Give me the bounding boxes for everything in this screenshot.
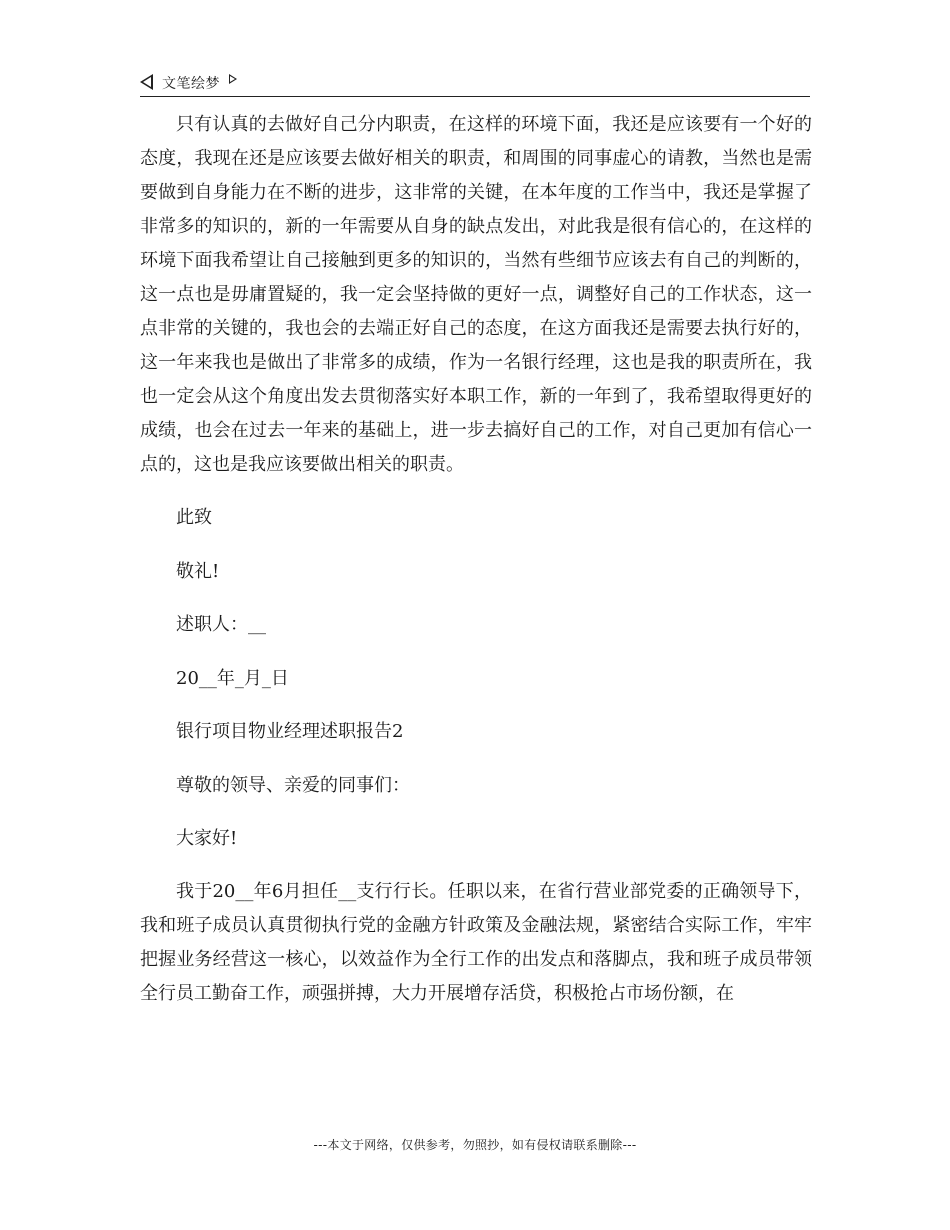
body-paragraph-1: 只有认真的去做好自己分内职责，在这样的环境下面，我还是应该要有一个好的态度，我现在还是应该要去做好相关的职责，和周围的同事虚心的请教，当然也是需要做到自身能力在不断的进步，这非常的关键，在本年度的工作当中，我还是掌握了非常多的知识的，新的一年需要从自身的缺点发出，对此我是很有信心的，在这样的环境下面我希望让自己接触到更多的知识的，当然有些细节应该去有自己的判断的，这一点也是毋庸置疑的，我一定会坚持做的更好一点，调整好自己的工作状态，这一点非常的关键的，我也会的去端正好自己的态度，在这方面我还是需要去执行好的，这一年来我也是做出了非常多的成绩，作为一名银行经理，这也是我的职责所在，我也一定会从这个角度出发去贯彻落实好本职工作，新的一年到了，我希望取得更好的成绩，也会在过去一年来的基础上，进一步去搞好自己的工作，对自己更加有信心一点的，这也是我应该要做出相关的职责。 bbox=[140, 114, 812, 475]
page-header bbox=[140, 72, 810, 97]
report-title: 银行项目物业经理述职报告2 bbox=[176, 721, 404, 742]
footer-notice: ---本文于网络，仅供参考，勿照抄，如有侵权请联系删除--- bbox=[313, 1138, 637, 1152]
greeting-line: 大家好! bbox=[176, 828, 238, 849]
salutation-line: 尊敬的领导、亲爱的同事们： bbox=[176, 774, 410, 796]
signature-line: 述职人：__ bbox=[176, 614, 266, 635]
document-body bbox=[140, 108, 812, 1011]
closing-line-1: 此致 bbox=[176, 507, 212, 528]
triangle-right-icon bbox=[229, 74, 237, 84]
date-line: 20__年_月_日 bbox=[176, 667, 289, 689]
header-brand: 文笔绘梦 bbox=[162, 76, 220, 92]
triangle-left-icon bbox=[140, 74, 153, 90]
body-paragraph-2: 我于20__年6月担任__支行行长。任职以来，在省行营业部党委的正确领导下，我和班子成员认真贯彻执行党的金融方针政策及金融法规，紧密结合实际工作，牢牢把握业务经营这一核心，以效益作为全行工作的出发点和落脚点，我和班子成员带领全行员工勤奋工作，顽强拼搏，大力开展增存活贷，积极抢占市场份额，在 bbox=[140, 881, 812, 1004]
closing-line-2: 敬礼! bbox=[176, 560, 220, 582]
